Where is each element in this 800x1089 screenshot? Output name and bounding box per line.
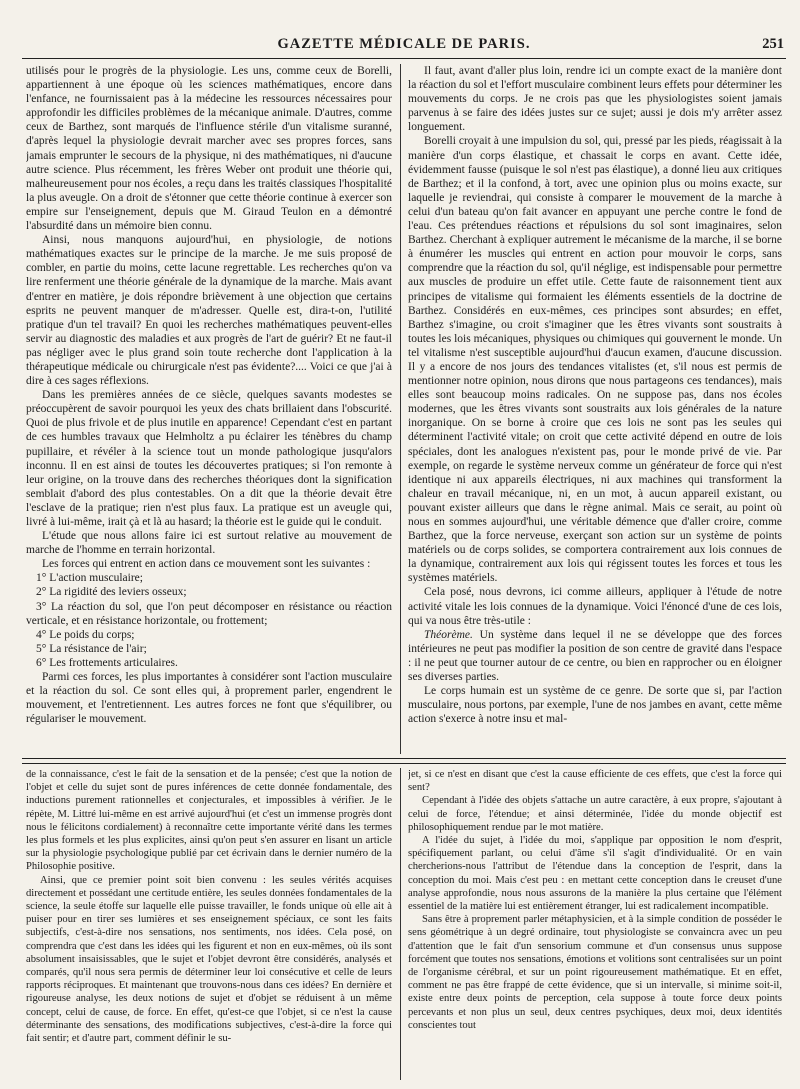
paragraph: Le corps humain est un système de ce genre. De sorte que si, par l'action musculaire, nous portons, par exemple, l'une de nos jambes en avant, cette même action s'exerce à notre insu et mal- <box>408 685 782 726</box>
theorem-text: Un système dans lequel il ne se développe que des forces intérieures ne peut pas modifier la position de son centre de gravité dans l'espace : il ne peut que tourner autour de ce centre, ou bien en rapprocher ou en éloigner ses diverses parties. <box>408 628 782 684</box>
list-item: 1° L'action musculaire; <box>36 572 143 585</box>
paragraph: Cependant à l'idée des objets s'attache un autre caractère, à eux propre, s'ajoutant à celui de force, l'étendue; et ainsi déterminée, l'idée du monde objectif est philosophiquement rendue par le mot matière. <box>408 795 782 833</box>
paragraph: Dans les premières années de ce siècle, quelques savants modestes se préoccupèrent de savoir pourquoi les yeux des chats brillaient dans l'obscurité. Quoi de plus frivole et de plus inutile en apparence! Cependant c'est en partant de ces humbles travaux que Helmholtz a pu éclairer les ténèbres du champ pupillaire, et révéler à la science tout un monde pathologique jusqu'alors inconnu. Il en est ainsi de toutes les découvertes pratiques; si l'on remonte à leur origine, on la trouve dans des recherches théoriques dont la signification semblait d'abord des plus contestables. On a dit que la théorie devait être l'esclave de la pratique; rien n'est plus faux. La pratique est un aveugle qui, livré à lui-même, irait çà et là au hasard; la théorie est le guide qui le conduit. <box>26 389 392 528</box>
list-item: 3° La réaction du sol, que l'on peut décomposer en résistance ou réaction verticale, et en résistance horizontale, ou frottement; <box>26 600 392 627</box>
newspaper-page <box>22 0 786 1089</box>
paragraph: Il faut, avant d'aller plus loin, rendre ici un compte exact de la manière dont la réaction du sol et l'effort musculaire combinent leurs effets pour déterminer les mouvements du corps. Je ne crois pas que les physiologistes soient jamais parvenus à se faire des idées justes sur ce sujet; aussi je dois m'y arrêter assez longuement. <box>408 65 782 134</box>
paragraph: Ainsi, nous manquons aujourd'hui, en physiologie, de notions mathématiques exactes sur le principe de la marche. Je me suis proposé de combler, en partie du moins, cette lacune regrettable. Les recherches qu'on va lire renferment une théorie générale de la dynamique de la marche. Mais avant d'entrer en matière, je dois répondre brièvement à une objection que certains esprits ne peuvent manquer de m'adresser. Quelle est, dira-t-on, l'utilité pratique d'un tel travail? En quoi les recherches mathématiques peuvent-elles servir au diagnostic des maladies et aux progrès de l'art de guérir? Et ne faut-il pas négliger avec le plus grand soin toute recherche dont l'application à la thérapeutique médicale ou chirurgicale n'est pas évidente?.... Voici ce que j'ai à dire à ces sages réflexions. <box>26 234 392 388</box>
list-item: 6° Les frottements articulaires. <box>36 656 178 669</box>
section-separator <box>22 758 786 764</box>
paragraph: Ainsi, que ce premier point soit bien convenu : les seules vérités acquises directement et possédant une certitude entière, les seules données fondamentales de la science, la seule étoffe sur laquelle elle puisse travailler, le fonds unique où elle ait à puiser pour en tirer ses lumières et ses enseignement spéciaux, ce sont les faits subjectifs, c'est-à-dire nos sensations, nos sentiments, nos idées. Cela posé, on comprendra que c'est dans les idées qui les figurent et non en eux-mêmes, où ils sont absolument insaisissables, que le sujet et l'objet devront être considérés, analysés et comparés, qu'il nous sera permis de déterminer leur loi consécutive et celle de leurs rapports réciproques. Et maintenant que trouvons-nous dans ces idées? En dernière et rigoureuse analyse, les deux notions de sujet et d'objet se réduisent à un même concept, celui de cause, de force. En effet, qu'est-ce que l'objet, si ce n'est la cause déterminante des sensations, des modifications subjectives, c'est-à-dire la force qui fait sentir; et d'autre part, comment définir le su- <box>26 874 392 1045</box>
column-divider <box>400 64 401 754</box>
list-item: 5° La résistance de l'air; <box>36 642 147 655</box>
paragraph: L'étude que nous allons faire ici est surtout relative au mouvement de marche de l'homme en terrain horizontal. <box>26 530 392 557</box>
lower-left-column <box>26 768 392 1080</box>
theorem-label: Théorème. <box>424 628 473 641</box>
paragraph: de la connaissance, c'est le fait de la sensation et de la pensée; c'est que la notion de l'objet et celle du sujet sont de pures inférences de cette donnée fondamentale, des inductions purement rationnelles et conjecturales, et impossibles à vérifier. Je le répète, M. Littré lui-même en est arrivé aujourd'hui (et c'est un immense progrès dont nous le félicitons cordialement) à reconnaître cette importante vérité dans les termes les plus formels et les plus explicites, ainsi qu'on peut s'en assurer en lisant un article sur la physiologie psychologique publié par cet écrivain dans le dernier numéro de la Philosophie positive. <box>26 769 392 873</box>
paragraph: Borelli croyait à une impulsion du sol, qui, pressé par les pieds, réagissait à la manière d'un corps élastique, et chassait le corps en avant. Cette idée, évidemment fausse (puisque le sol n'est pas élastique), a donné lieu aux critiques de Barthez; et il la confond, à tort, avec une opinion plus ou moins exacte, sur laquelle je reviendrai, qui consiste à comparer le mouvement de la marche à celui d'un bateau qu'on fait avancer en appuyant une perche contre le fond de l'eau. Ces prétendues réactions et répulsions du sol sont imaginaires, selon Barthez. Cherchant à expliquer autrement le mécanisme de la marche, il se borne à énumérer les muscles qui entrent en action pour mouvoir le corps, sans comprendre que la réaction du sol, qu'il néglige, est indispensable pour permettre aux muscles de produire un effet utile. Cette faute de raisonnement tient aux principes de vitalisme qui formaient les éléments essentiels de la doctrine de Barthez. Considérés en eux-mêmes, ces principes sont absurdes; en effet, Barthez s'imagine, ou croit s'imaginer que les êtres vivants sont soustraits à toutes les lois mécaniques, physiques ou chimiques qui gouvernent le monde. Un tel vitalisme n'est susceptible aujourd'hui d'aucun examen, d'aucune discussion. Il y a encore de nos jours des tendances vitalistes (et, s'il nous est permis de mentionner notre opinion, nous dirons que nous partageons ces tendances), mais elles sont beaucoup moins radicales. On ne suppose pas, dans nos écoles modernes, que les êtres vivants sont soustraits aux lois générales de la nature inorganique. On se borne à croire que ces lois ne sont pas les seules qui déterminent l'activité vitale; on croit que cette activité dépend en outre de lois spéciales, dont les analogues n'existent pas, pour le monde privé de vie. Par exemple, on regarde le système nerveux comme un générateur de force qui n'est identique ni aux appareils électriques, ni aux machines qui transforment la chaleur en travail mécanique, ni, en un mot, à aucun appareil existant, ou pouvant exister ailleurs que dans le règne animal. Mais ce serait, au point où nous en sommes aujourd'hui, une véritable démence que d'aller croire, comme Barthez, que la force nerveuse, exerçant son action sur un système de points matériels ou de corps solides, se comportera contrairement aux lois connues de la dynamique, contrairement aux lois qui régissent toutes les forces et tous les systèmes matériels. <box>408 135 782 585</box>
paragraph: utilisés pour le progrès de la physiologie. Les uns, comme ceux de Borelli, appartiennent à une époque où les sciences mathématiques, encore dans l'enfance, ne fournissaient pas à la médecine les ressources nécessaires pour approfondir les difficiles problèmes de la mécanique animale. D'autres, comme ceux de Barthez, sont marqués de l'influence stérile d'un vitalisme suranné, d'après lequel la physiologie devrait marcher avec ses propres forces, sans jamais emprunter le secours de la physique, ni des mathématiques, ni d'aucune autre science. Plus récemment, les frères Weber ont produit une théorie qui, malheureusement pour nos écoles, a reçu dans les traités classiques l'hospitalité la plus aveugle. On a droit de s'étonner que cette théorie continue à exercer son empire sur l'enseignement, depuis que M. Giraud Teulon en a démontré l'absurdité dans un mémoire bien connu. <box>26 65 392 233</box>
list-item: 4° Le poids du corps; <box>36 628 135 641</box>
theorem-paragraph <box>408 628 782 684</box>
paragraph: Parmi ces forces, les plus importantes à considérer sont l'action musculaire et la réaction du sol. Ce sont elles qui, à proprement parler, engendrent le mouvement, et l'entretiennent. Les autres forces ne font que s'équilibrer, ou régulariser le mouvement. <box>26 671 392 726</box>
paragraph: Sans être à proprement parler métaphysicien, et à la simple condition de posséder le sens géométrique à un degré ordinaire, tout physiologiste se convaincra avec un peu d'attention que le fait d'un sensorium commune et d'un consensus unus suppose forcément que toutes nos sensations, émotions et volitions sont centralisées sur un point de l'organisme cérébral, et sur un point rigoureusement mathématique. Et en effet, comment ne pas être frappé de cette évidence, que si un intervalle, si minime soit-il, existe entre deux points de perception, cela suppose à toute force deux points percevants et non plus un seul, deux centres psychiques, deux moi, deux identités conscientes tout <box>408 914 782 1031</box>
upper-right-column <box>408 64 782 754</box>
page-number: 251 <box>762 36 784 52</box>
column-divider <box>400 768 401 1080</box>
lower-right-column <box>408 768 782 1080</box>
paragraph: Les forces qui entrent en action dans ce mouvement sont les suivantes : <box>42 558 371 571</box>
page-header <box>22 34 786 59</box>
paragraph: Cela posé, nous devrons, ici comme ailleurs, appliquer à l'étude de notre activité vitale les lois connues de la dynamique. Voici l'énoncé d'une de ces lois, qui va nous être très-utile : <box>408 586 782 627</box>
upper-left-column <box>26 64 392 754</box>
paragraph: A l'idée du sujet, à l'idée du moi, s'applique par opposition le nom d'esprit, spécifiquement parlant, ou celui d'âme s'il s'agit d'individualité. Or en vain chercherions-nous l'attribut de l'étendue dans la conception de l'esprit, dans la conception du moi. Mais c'est peu : en mettant cette conception dans le creuset d'une analyse approfondie, nous nous assurons de la manière la plus certaine que l'élément essentiel de la matière lui est entièrement étranger, lui est radicalement incompatible. <box>408 835 782 913</box>
list-item: 2° La rigidité des leviers osseux; <box>36 586 187 599</box>
paragraph: jet, si ce n'est en disant que c'est la cause efficiente de ces effets, que c'est la force qui sent? <box>408 769 782 794</box>
journal-title: GAZETTE MÉDICALE DE PARIS. <box>277 36 531 52</box>
